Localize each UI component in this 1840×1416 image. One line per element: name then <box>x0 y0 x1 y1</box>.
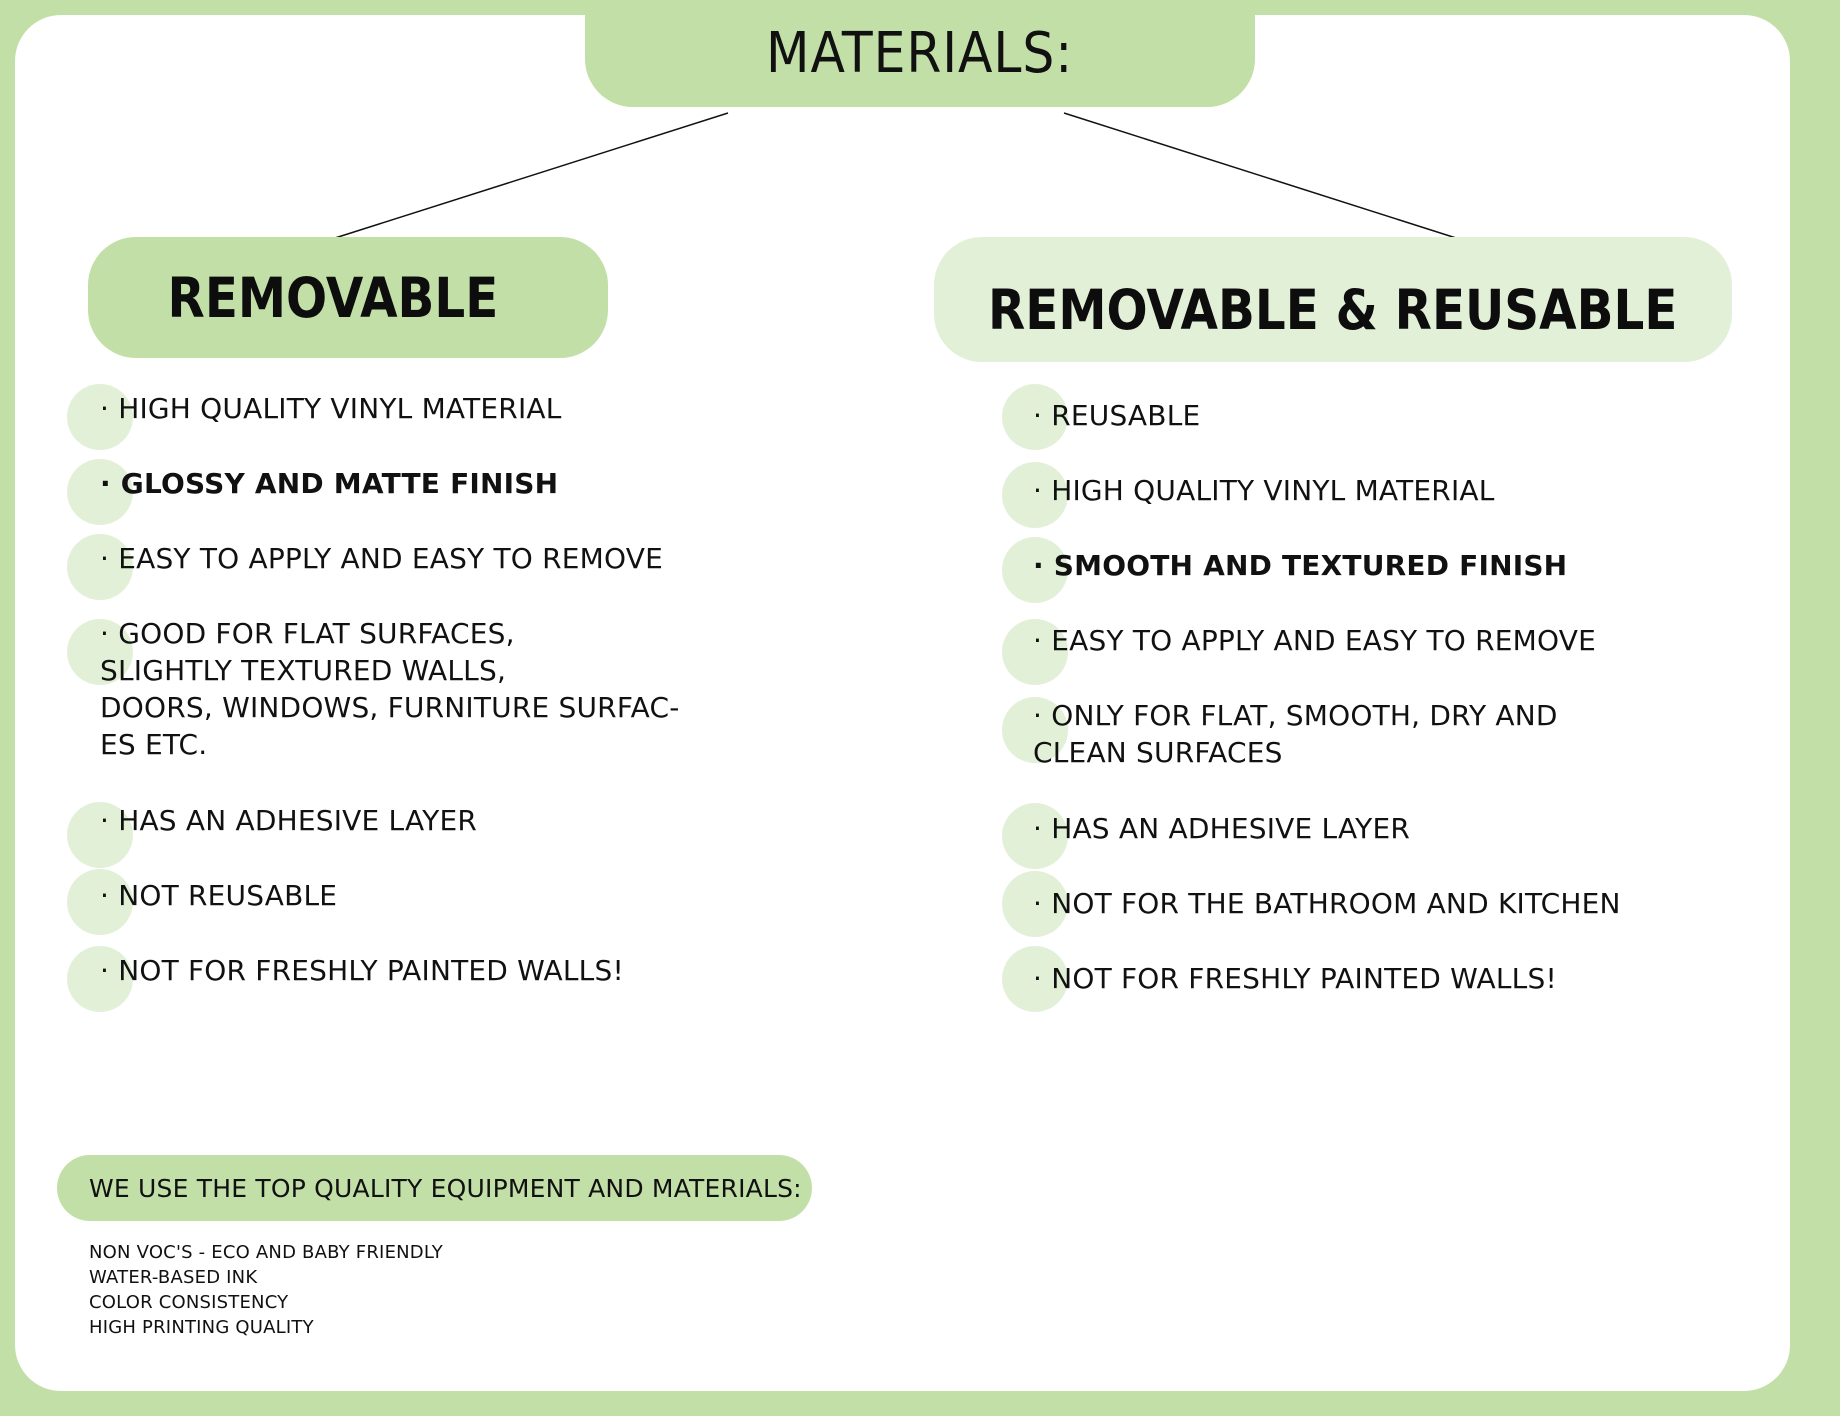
quality-heading-pill <box>57 1155 812 1221</box>
list-item: · NOT REUSABLE <box>100 879 338 912</box>
list-item-line: ES ETC. <box>100 728 208 761</box>
quality-list-item: COLOR CONSISTENCY <box>89 1292 289 1313</box>
list-item <box>100 615 680 763</box>
list-item <box>1033 697 1558 771</box>
arrow-to-removable-reusable <box>1064 113 1500 252</box>
list-item: · EASY TO APPLY AND EASY TO REMOVE <box>100 542 663 575</box>
removable-heading-pill <box>88 237 608 358</box>
list-item-line: SLIGHTLY TEXTURED WALLS, <box>100 654 507 687</box>
list-item: · REUSABLE <box>1033 399 1201 432</box>
quality-list-item: WATER-BASED INK <box>89 1267 258 1288</box>
list-item: · NOT FOR FRESHLY PAINTED WALLS! <box>1033 962 1557 995</box>
arrow-to-removable <box>291 113 728 252</box>
list-item-line: CLEAN SURFACES <box>1033 736 1283 769</box>
list-item-line: · GOOD FOR FLAT SURFACES, <box>100 617 515 650</box>
quality-list-item: NON VOC'S - ECO AND BABY FRIENDLY <box>89 1242 443 1263</box>
list-item: · HIGH QUALITY VINYL MATERIAL <box>1033 474 1495 507</box>
list-item: · HAS AN ADHESIVE LAYER <box>1033 812 1410 845</box>
quality-list-item: HIGH PRINTING QUALITY <box>89 1317 314 1338</box>
list-item-line: DOORS, WINDOWS, FURNITURE SURFAC- <box>100 691 680 724</box>
list-item: · GLOSSY AND MATTE FINISH <box>100 467 559 500</box>
list-item: · SMOOTH AND TEXTURED FINISH <box>1033 549 1568 582</box>
page-title: MATERIALS: <box>766 21 1074 86</box>
quality-heading: WE USE THE TOP QUALITY EQUIPMENT AND MATERIALS: <box>89 1173 802 1203</box>
list-item-line: · ONLY FOR FLAT, SMOOTH, DRY AND <box>1033 699 1558 732</box>
list-item: · NOT FOR FRESHLY PAINTED WALLS! <box>100 954 624 987</box>
list-item: · EASY TO APPLY AND EASY TO REMOVE <box>1033 624 1596 657</box>
list-item: · HAS AN ADHESIVE LAYER <box>100 804 477 837</box>
removable-heading: REMOVABLE <box>167 265 499 330</box>
removable-reusable-heading-pill <box>934 237 1732 362</box>
list-item: · HIGH QUALITY VINYL MATERIAL <box>100 392 562 425</box>
removable-reusable-heading: REMOVABLE & REUSABLE <box>988 277 1678 342</box>
list-item: · NOT FOR THE BATHROOM AND KITCHEN <box>1033 887 1621 920</box>
